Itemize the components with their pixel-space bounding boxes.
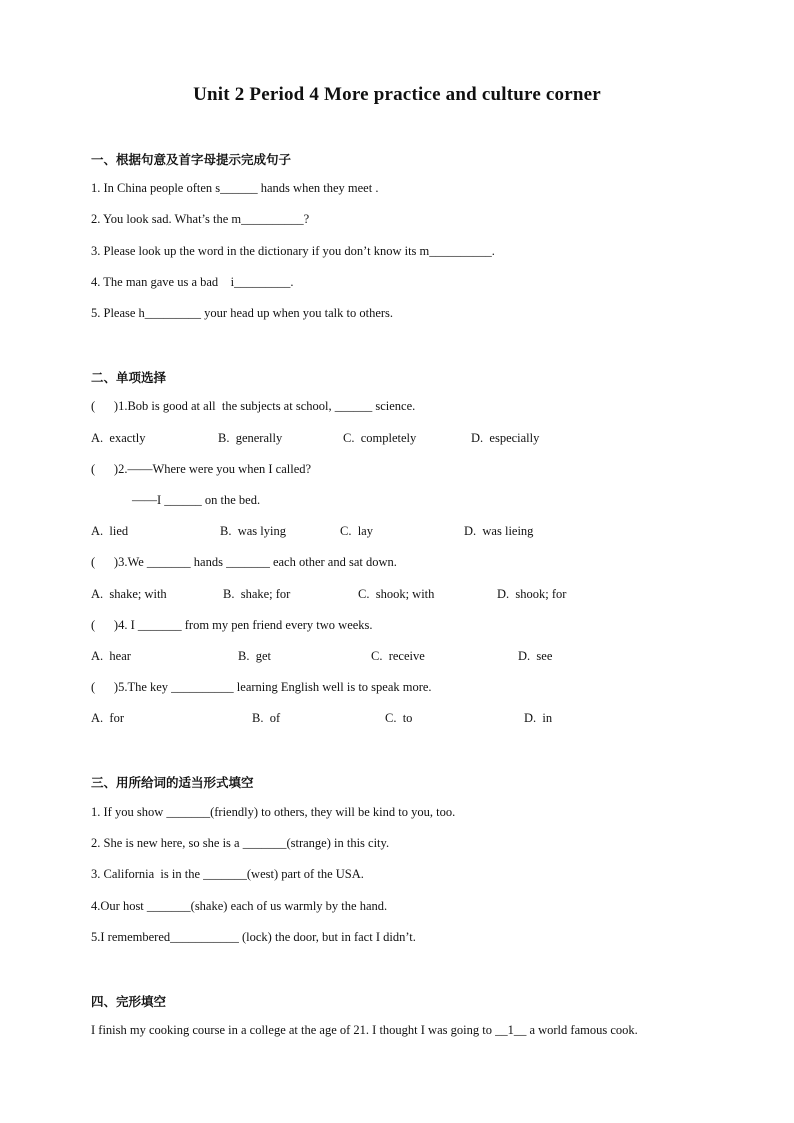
question-4-option-d: D. see [518,649,553,663]
question-5-option-a: A. for [91,711,124,725]
question-4-stem: ( )4. I _______ from my pen friend every two weeks. [91,618,373,632]
section-2-heading: 二、单项选择 [91,370,167,385]
question-1-option-a: A. exactly [91,431,146,445]
section-1-item: 3. Please look up the word in the dictionary if you don’t know its m__________. [91,244,495,258]
question-4-option-b: B. get [238,649,271,663]
section-3-item: 4.Our host _______(shake) each of us warmly by the hand. [91,899,388,913]
question-3-option-a: A. shake; with [91,587,167,601]
question-1-option-b: B. generally [218,431,283,445]
section-1-item: 5. Please h_________ your head up when you talk to others. [91,306,394,320]
question-5-option-c: C. to [385,711,413,725]
section-1-item: 2. You look sad. What’s the m__________? [91,212,310,226]
question-1-stem: ( )1.Bob is good at all the subjects at school, ______ science. [91,399,416,413]
question-2-option-a: A. lied [91,524,129,538]
question-3-option-b: B. shake; for [223,587,291,601]
question-5-option-d: D. in [524,711,553,725]
section-3-item: 5.I remembered___________ (lock) the door, but in fact I didn’t. [91,930,416,944]
question-3-stem: ( )3.We _______ hands _______ each other and sat down. [91,555,397,569]
section-3-heading: 三、用所给词的适当形式填空 [91,775,254,790]
section-3-item: 3. California is in the _______(west) part of the USA. [91,867,364,881]
page-title: Unit 2 Period 4 More practice and culture corner [193,84,601,105]
question-3-option-d: D. shook; for [497,587,567,601]
section-1-item: 4. The man gave us a bad i_________. [91,275,294,289]
section-3-item: 1. If you show _______(friendly) to others, they will be kind to you, too. [91,805,456,819]
section-1-heading: 一、根据句意及首字母提示完成句子 [91,152,292,167]
question-4-option-a: A. hear [91,649,131,663]
question-4-option-c: C. receive [371,649,425,663]
question-5-option-b: B. of [252,711,281,725]
section-4-heading: 四、完形填空 [91,994,167,1009]
section-1-item: 1. In China people often s______ hands when they meet . [91,181,379,195]
section-4-passage: I finish my cooking course in a college at the age of 21. I thought I was going to __1__ a world famous cook. [91,1023,638,1037]
question-2-stem: ( )2.——Where were you when I called? [91,462,312,476]
question-1-option-c: C. completely [343,431,417,445]
question-1-option-d: D. especially [471,431,540,445]
section-3-item: 2. She is new here, so she is a _______(strange) in this city. [91,836,390,850]
question-2-option-d: D. was lieing [464,524,534,538]
question-2-option-b: B. was lying [220,524,286,538]
question-5-stem: ( )5.The key __________ learning English well is to speak more. [91,680,432,694]
question-2-stem-reply: ——I ______ on the bed. [132,493,261,507]
question-2-option-c: C. lay [340,524,373,538]
question-3-option-c: C. shook; with [358,587,435,601]
